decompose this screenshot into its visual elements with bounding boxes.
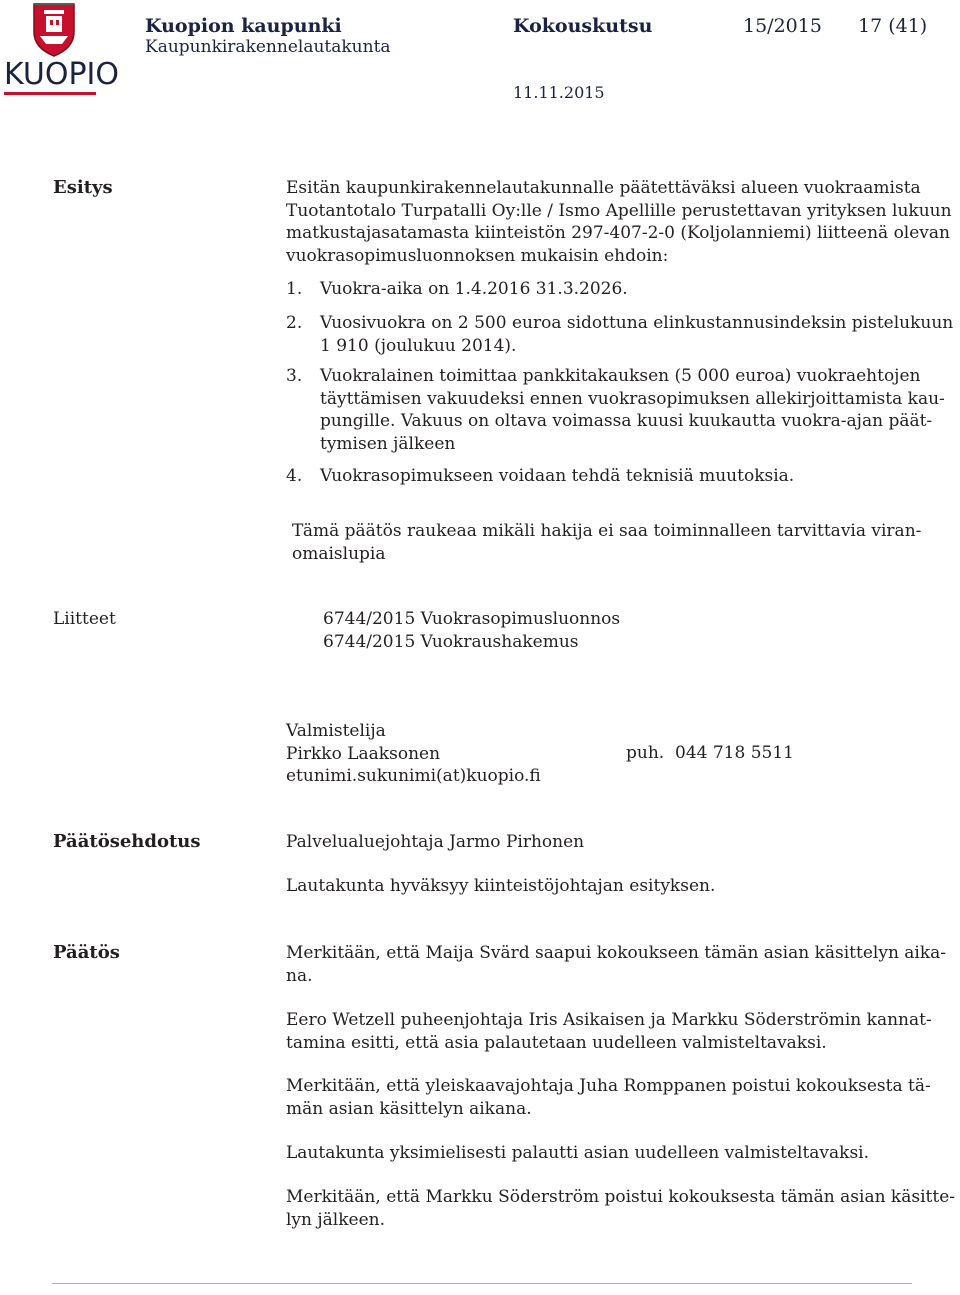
text-line: Vuokra-aika on 1.4.2016 31.3.2026.	[320, 279, 628, 299]
board-name: Kaupunkirakennelautakunta	[145, 37, 391, 57]
text-line: na.	[286, 965, 313, 986]
text-line: pungille. Vakuus on oltava voimassa kuusi kuukautta vuokra-ajan päät-	[320, 411, 933, 431]
kuopio-logo	[0, 0, 119, 100]
text-line: matkustajasatamasta kiinteistön 297-407-2-0 (Koljolanniemi) liitteenä olevan	[286, 223, 950, 243]
list-item	[286, 465, 794, 488]
decision-paragraph	[286, 1186, 956, 1231]
text-line: Esitän kaupunkirakennelautakunnalle päätettäväksi alueen vuokraamista	[286, 178, 921, 198]
text-line: omaislupia	[292, 543, 386, 564]
preparer-block	[286, 720, 886, 788]
text-line: Vuokralainen toimittaa pankkitakauksen (5 000 euroa) vuokraehtojen	[320, 366, 921, 386]
text-line: män asian käsittelyn aikana.	[286, 1098, 532, 1119]
text-line: Merkitään, että Markku Söderström poistui kokouksesta tämän asian käsitte-	[286, 1187, 955, 1207]
text-line: Tämä päätös raukeaa mikäli hakija ei saa toiminnalleen tarvittavia viran-	[292, 521, 922, 541]
list-item	[286, 278, 628, 301]
attachment-link[interactable]: 6744/2015 Vuokraushakemus	[323, 631, 579, 652]
footer-divider	[52, 1283, 912, 1284]
logo-text: KUOPIO	[4, 57, 119, 92]
text-line: Merkitään, että Maija Svärd saapui kokoukseen tämän asian käsittelyn aika-	[286, 943, 947, 963]
text-line: tymisen jälkeen	[320, 433, 456, 454]
list-item	[286, 312, 956, 357]
coat-of-arms-icon	[0, 0, 110, 62]
section-label-liitteet: Liitteet	[53, 609, 116, 629]
item-number: 1.	[286, 279, 303, 299]
doc-type: Kokouskutsu	[513, 15, 653, 37]
page-number: 17 (41)	[858, 15, 928, 37]
doc-number: 15/2015	[743, 15, 822, 37]
section-label-paatos: Päätös	[53, 942, 120, 963]
text-line: Eero Wetzell puheenjohtaja Iris Asikaisen ja Markku Söderströmin kannat-	[286, 1010, 932, 1030]
proposal-text: Lautakunta hyväksyy kiinteistöjohtajan esityksen.	[286, 876, 716, 896]
text-line: vuokrasopimusluonnoksen mukaisin ehdoin:	[286, 245, 669, 266]
decision-paragraph	[286, 942, 956, 987]
preparer-title: Valmistelija	[286, 721, 386, 741]
text-line: 1 910 (joulukuu 2014).	[320, 335, 517, 356]
meeting-date: 11.11.2015	[513, 83, 605, 102]
org-name: Kuopion kaupunki	[145, 15, 342, 37]
section-label-esitys: Esitys	[53, 177, 113, 198]
list-item	[286, 365, 956, 455]
decision-paragraph	[286, 1009, 956, 1054]
text-line: Vuokrasopimukseen voidaan tehdä teknisiä muutoksia.	[320, 466, 795, 486]
text-line: tamina esitti, että asia palautetaan uudelleen valmisteltavaksi.	[286, 1032, 827, 1053]
esitys-intro	[286, 177, 956, 267]
section-label-paatosehdotus: Päätösehdotus	[53, 831, 201, 852]
item-number: 3.	[286, 366, 303, 386]
decision-paragraph	[286, 1142, 956, 1165]
item-number: 4.	[286, 466, 303, 486]
attachments-list	[323, 608, 620, 653]
preparer-name: Pirkko Laaksonen	[286, 743, 441, 764]
logo-underline	[4, 92, 96, 95]
phone-label: puh.	[626, 743, 665, 763]
preparer-email: etunimi.sukunimi(at)kuopio.fi	[286, 766, 541, 786]
text-line: lyn jälkeen.	[286, 1209, 386, 1230]
text-line: Merkitään, että yleiskaavajohtaja Juha Romppanen poistui kokouksesta tä-	[286, 1076, 931, 1096]
decision-paragraph	[286, 1075, 956, 1120]
text-line: Tuotantotalo Turpatalli Oy:lle / Ismo Apellille perustettavan yrityksen lukuun	[286, 200, 952, 221]
text-line: Lautakunta yksimielisesti palautti asian uudelleen valmisteltavaksi.	[286, 1143, 870, 1163]
phone-number: 044 718 5511	[675, 743, 794, 763]
text-line: täyttämisen vakuudeksi ennen vuokrasopimuksen allekirjoittamista kau-	[320, 388, 945, 409]
esitys-note	[292, 520, 952, 565]
attachment-link[interactable]: 6744/2015 Vuokrasopimusluonnos	[323, 609, 621, 629]
text-line: Vuosivuokra on 2 500 euroa sidottuna elinkustannusindeksin pistelukuun	[320, 313, 954, 333]
preparer-phone	[626, 742, 794, 765]
proposal-author: Palvelualuejohtaja Jarmo Pirhonen	[286, 832, 585, 852]
item-number: 2.	[286, 313, 303, 333]
